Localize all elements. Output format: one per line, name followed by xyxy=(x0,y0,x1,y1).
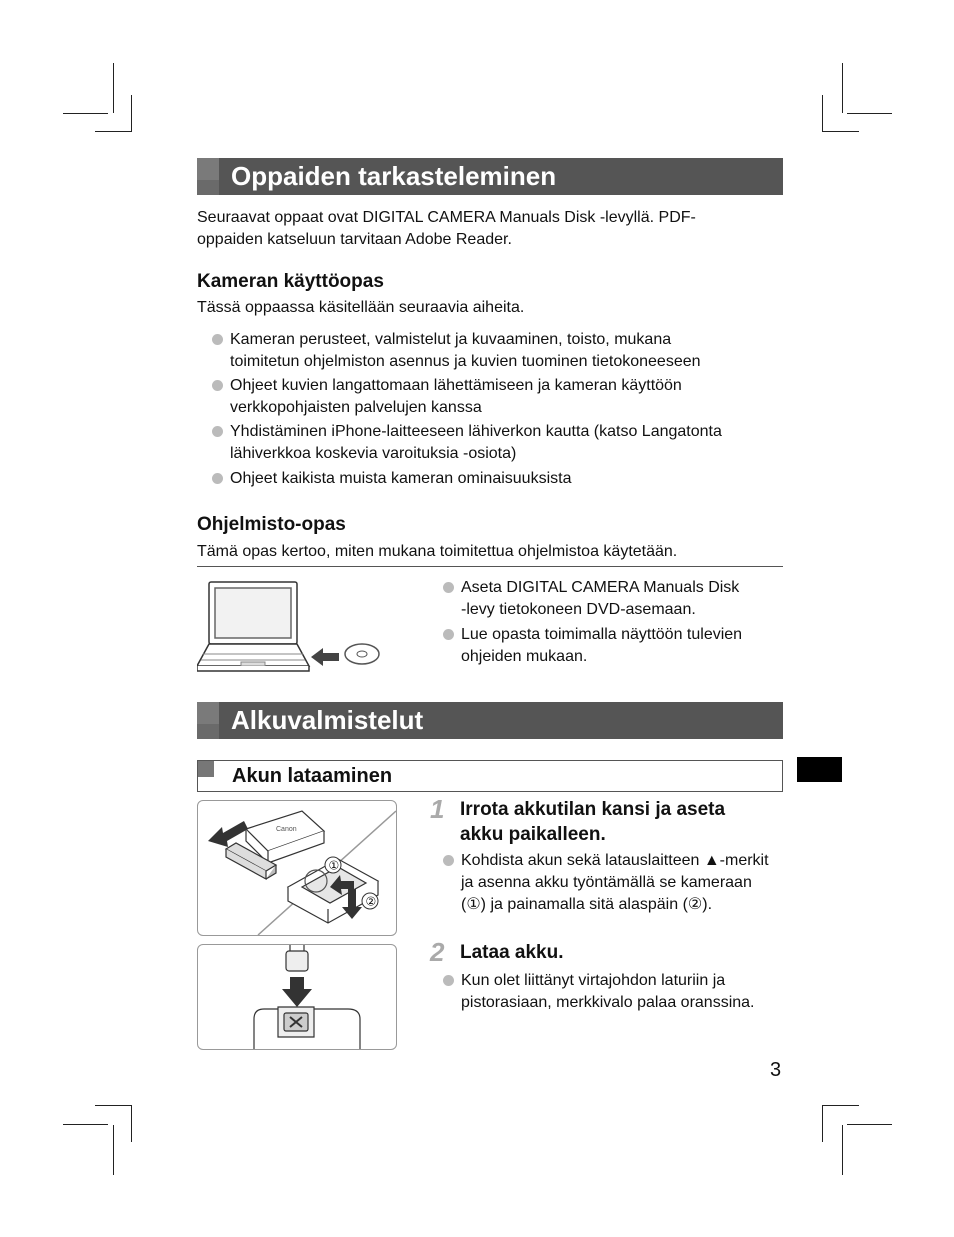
battery-insert-illustration xyxy=(197,800,397,936)
charging-illustration xyxy=(197,944,397,1050)
crop-mark xyxy=(847,1124,892,1125)
bullet-icon xyxy=(443,855,454,866)
step-number: 1 xyxy=(430,794,445,824)
section-header-guides xyxy=(197,158,783,195)
step-title: Lataa akku. xyxy=(460,942,564,963)
list-item-line: Ohjeet kaikista muista kameran ominaisuuksista xyxy=(230,470,572,487)
software-guide-heading: Ohjelmisto-opas xyxy=(197,514,346,535)
list-item xyxy=(212,421,722,465)
crop-mark xyxy=(95,1105,132,1106)
section-title: Alkuvalmistelut xyxy=(231,705,424,735)
bullet-icon xyxy=(212,426,223,437)
list-item-line: lähiverkkoa koskevia varoituksia -osiota) xyxy=(230,445,517,462)
crop-mark xyxy=(63,1124,108,1125)
step-number: 2 xyxy=(430,937,445,967)
camera-guide-intro: Tässä oppaassa käsitellään seuraavia aiheita. xyxy=(197,299,525,316)
intro-line: oppaiden katseluun tarvitaan Adobe Reader. xyxy=(197,231,512,248)
plug-charger-drawing xyxy=(198,945,396,1049)
list-item-line: Ohjeet kuvien langattomaan lähettämiseen ja kameran käyttöön xyxy=(230,377,682,394)
step-title xyxy=(460,797,725,847)
step-detail-line: Kun olet liittänyt virtajohdon laturiin ja xyxy=(461,972,726,989)
list-item xyxy=(212,375,682,419)
step-label: ② xyxy=(365,894,377,909)
intro-paragraph xyxy=(197,207,696,251)
list-item-line: Kameran perusteet, valmistelut ja kuvaaminen, toisto, mukana xyxy=(230,331,672,348)
crop-mark xyxy=(113,63,114,113)
step-label: ① xyxy=(328,858,340,873)
list-item-line: Aseta DIGITAL CAMERA Manuals Disk xyxy=(461,579,740,596)
list-item-line: verkkopohjaisten palvelujen kanssa xyxy=(230,399,482,416)
chapter-tab xyxy=(797,757,842,782)
battery-charger-drawing xyxy=(198,801,396,935)
header-square-decoration xyxy=(197,180,219,195)
bullet-icon xyxy=(443,582,454,593)
step-title-line: Irrota akkutilan kansi ja aseta xyxy=(460,799,726,820)
divider xyxy=(197,566,783,567)
disc-icon xyxy=(345,644,379,664)
step-detail-line: (①) ja painamalla sitä alaspäin (②). xyxy=(461,896,713,913)
list-item xyxy=(443,624,742,668)
list-item-line: ohjeiden mukaan. xyxy=(461,648,588,665)
crop-mark xyxy=(95,131,132,132)
arrow-left-icon xyxy=(311,648,339,666)
crop-mark xyxy=(847,113,892,114)
arrow-left-icon xyxy=(208,821,248,847)
crop-mark xyxy=(113,1125,114,1175)
crop-mark xyxy=(842,63,843,113)
crop-mark xyxy=(131,1105,132,1142)
intro-line: Seuraavat oppaat ovat DIGITAL CAMERA Manuals Disk -levyllä. PDF- xyxy=(197,209,696,226)
bullet-icon xyxy=(443,629,454,640)
page-number: 3 xyxy=(770,1059,782,1081)
software-guide-intro: Tämä opas kertoo, miten mukana toimitettua ohjelmistoa käytetään. xyxy=(197,543,678,560)
step-title-line: akku paikalleen. xyxy=(460,824,606,845)
list-item-line: Lue opasta toimimalla näyttöön tulevien xyxy=(461,626,743,643)
section-header-preparations xyxy=(197,702,783,739)
step-detail xyxy=(443,850,769,916)
subheader-square-icon xyxy=(198,761,214,777)
step-detail-line: pistorasiaan, merkkivalo palaa oranssina. xyxy=(461,994,755,1011)
bullet-icon xyxy=(443,975,454,986)
list-item-line: toimitetun ohjelmiston asennus ja kuvien tuominen tietokoneeseen xyxy=(230,353,701,370)
list-item xyxy=(443,577,739,621)
header-square-icon xyxy=(197,702,219,724)
crop-mark xyxy=(63,113,108,114)
crop-mark xyxy=(822,1105,823,1142)
crop-mark xyxy=(822,131,859,132)
bullet-icon xyxy=(212,473,223,484)
laptop-icon xyxy=(197,582,309,671)
charger-icon xyxy=(254,1007,360,1049)
list-item xyxy=(212,329,701,373)
list-item-line: -levy tietokoneen DVD-asemaan. xyxy=(461,601,696,618)
header-square-decoration xyxy=(197,724,219,739)
arrow-down-icon xyxy=(282,977,312,1007)
list-item xyxy=(212,468,571,490)
power-cord-icon xyxy=(286,945,308,971)
bullet-icon xyxy=(212,380,223,391)
crop-mark xyxy=(822,1105,859,1106)
step-detail-line: Kohdista akun sekä latauslaitteen ▲-merkit xyxy=(461,852,769,869)
bullet-icon xyxy=(212,334,223,345)
step-detail-line: ja asenna akku työntämällä se kameraan xyxy=(461,874,752,891)
list-item-line: Yhdistäminen iPhone-laitteeseen lähiverkon kautta (katso Langatonta xyxy=(230,423,722,440)
crop-mark xyxy=(822,95,823,132)
laptop-disc-illustration xyxy=(197,578,387,678)
crop-mark xyxy=(131,95,132,132)
subsection-header-charging xyxy=(197,760,783,792)
svg-text:Canon: Canon xyxy=(276,826,297,833)
camera-guide-heading: Kameran käyttöopas xyxy=(197,271,384,292)
subsection-title: Akun lataaminen xyxy=(232,765,393,787)
crop-mark xyxy=(842,1125,843,1175)
header-square-icon xyxy=(197,158,219,180)
section-title: Oppaiden tarkasteleminen xyxy=(231,161,557,191)
step-detail xyxy=(443,970,754,1014)
